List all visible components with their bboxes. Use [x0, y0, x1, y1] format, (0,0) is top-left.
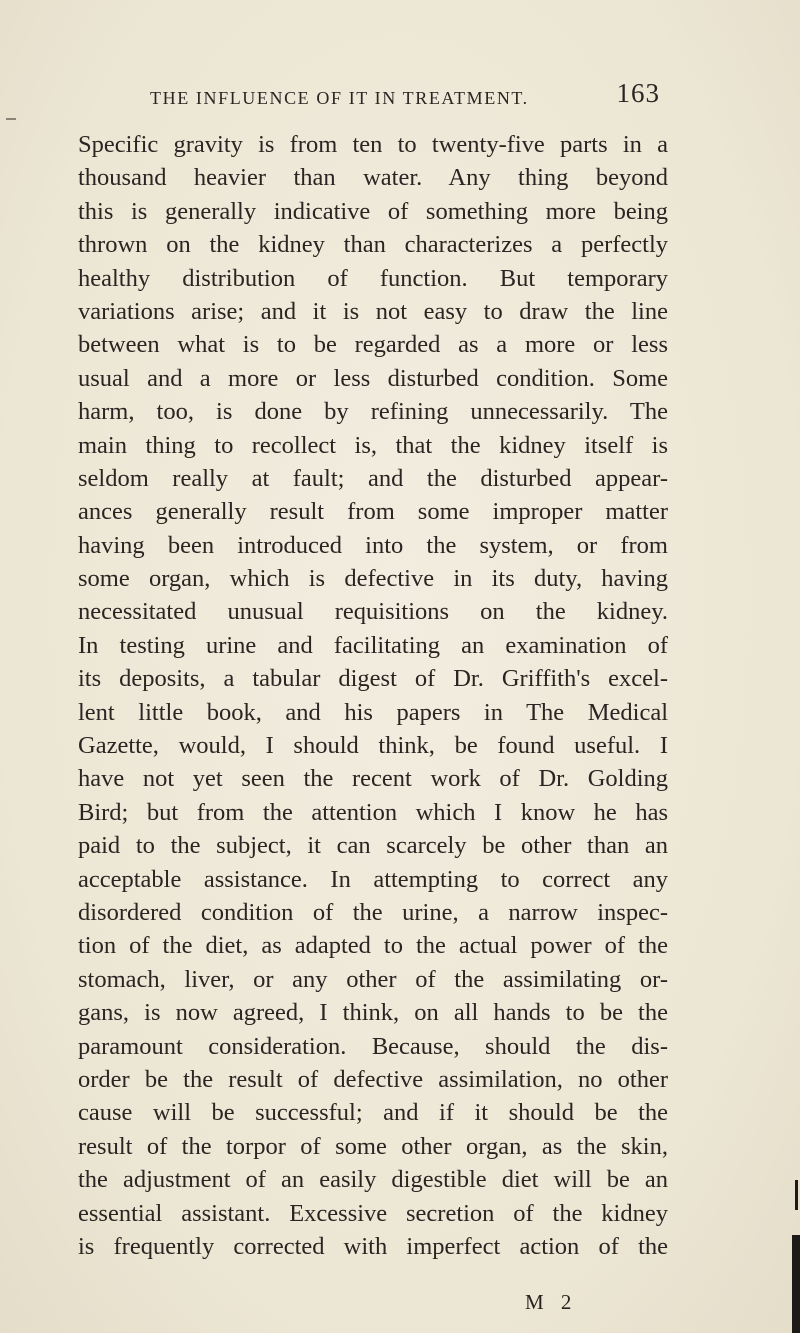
text-line: this is generally indicative of something more being [78, 197, 668, 225]
page-edge-shadow [795, 1180, 798, 1210]
page-header [150, 78, 660, 118]
text-line: Bird; but from the attention which I know he has [78, 798, 668, 826]
text-line: is frequently corrected with imperfect action of the [78, 1232, 668, 1260]
text-line: acceptable assistance. In attempting to correct any [78, 865, 668, 893]
text-line: between what is to be regarded as a more or less [78, 331, 668, 359]
signature-mark: M 2 [525, 1290, 578, 1314]
text-line: harm, too, is done by refining unnecessarily. The [78, 398, 668, 426]
text-line: usual and a more or less disturbed condition. Some [78, 364, 668, 392]
text-line: essential assistant. Excessive secretion of the kidney [78, 1199, 668, 1227]
text-line: thrown on the kidney than characterizes a perfectly [78, 231, 668, 259]
text-line: paid to the subject, it can scarcely be other than an [78, 832, 668, 860]
text-line: disordered condition of the urine, a narrow inspec- [78, 898, 668, 926]
text-line: lent little book, and his papers in The Medical [78, 698, 668, 726]
text-line: healthy distribution of function. But temporary [78, 264, 668, 292]
text-line: gans, is now agreed, I think, on all hands to be the [78, 999, 668, 1027]
text-line: some organ, which is defective in its duty, having [78, 565, 668, 593]
text-line: result of the torpor of some other organ, as the skin, [78, 1132, 668, 1160]
page-edge-shadow [792, 1235, 800, 1333]
text-line: In testing urine and facilitating an examination of [78, 631, 668, 659]
text-line: thousand heavier than water. Any thing beyond [78, 164, 668, 192]
text-line: having been introduced into the system, or from [78, 531, 668, 559]
text-line: have not yet seen the recent work of Dr. Golding [78, 765, 668, 793]
text-line: main thing to recollect is, that the kidney itself is [78, 431, 668, 459]
text-line: Specific gravity is from ten to twenty-five parts in a [78, 131, 668, 158]
text-line: variations arise; and it is not easy to draw the line [78, 297, 668, 325]
margin-mark [6, 118, 16, 120]
text-line: order be the result of defective assimilation, no other [78, 1065, 668, 1093]
body-text [78, 128, 668, 1263]
text-line: seldom really at fault; and the disturbed appear- [78, 464, 668, 492]
text-line: its deposits, a tabular digest of Dr. Griffith's excel- [78, 665, 668, 693]
text-line: cause will be successful; and if it should be the [78, 1099, 668, 1127]
text-line: the adjustment of an easily digestible diet will be an [78, 1166, 668, 1194]
text-line: tion of the diet, as adapted to the actual power of the [78, 932, 668, 960]
text-line: Gazette, would, I should think, be found useful. I [78, 732, 668, 760]
text-line: paramount consideration. Because, should the dis- [78, 1032, 668, 1060]
text-line: ances generally result from some improper matter [78, 498, 668, 526]
running-head: THE INFLUENCE OF IT IN TREATMENT. [150, 88, 529, 108]
text-line: stomach, liver, or any other of the assimilating or- [78, 965, 668, 993]
text-line: necessitated unusual requisitions on the kidney. [78, 598, 668, 626]
page-number: 163 [616, 78, 660, 108]
